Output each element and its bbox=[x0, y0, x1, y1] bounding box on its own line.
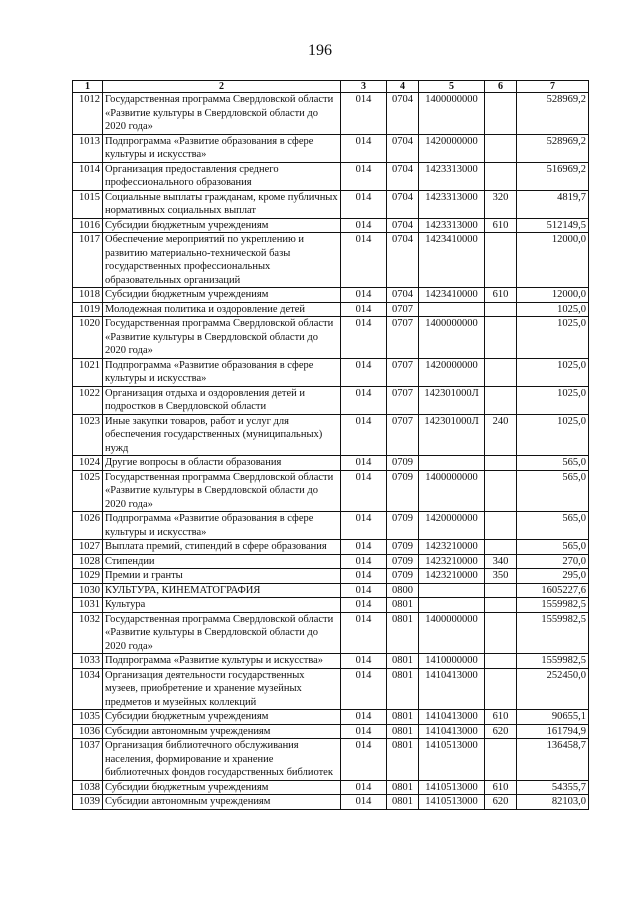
table-row bbox=[73, 162, 589, 190]
row-number-cell: 1033 bbox=[73, 654, 103, 669]
expense-type-cell bbox=[485, 302, 517, 317]
section-code-cell: 0704 bbox=[387, 93, 419, 135]
section-code-cell: 0709 bbox=[387, 569, 419, 584]
table-row bbox=[73, 710, 589, 725]
target-code-cell: 1410513000 bbox=[419, 739, 485, 781]
table-row bbox=[73, 218, 589, 233]
admin-code-cell: 014 bbox=[341, 512, 387, 540]
table-row bbox=[73, 583, 589, 598]
table-row bbox=[73, 554, 589, 569]
expense-type-cell: 340 bbox=[485, 554, 517, 569]
row-number-cell: 1029 bbox=[73, 569, 103, 584]
admin-code-cell: 014 bbox=[341, 134, 387, 162]
section-code-cell: 0801 bbox=[387, 612, 419, 654]
admin-code-cell: 014 bbox=[341, 612, 387, 654]
item-name-cell: Обеспечение мероприятий по укреплению и развитию материально-технической базы государственных профессиональных образовательных организаций bbox=[103, 233, 341, 288]
section-code-cell: 0707 bbox=[387, 302, 419, 317]
section-code-cell: 0801 bbox=[387, 654, 419, 669]
section-code-cell: 0801 bbox=[387, 710, 419, 725]
row-number-cell: 1018 bbox=[73, 288, 103, 303]
amount-cell: 1605227,6 bbox=[517, 583, 589, 598]
row-number-cell: 1032 bbox=[73, 612, 103, 654]
section-code-cell: 0709 bbox=[387, 456, 419, 471]
target-code-cell: 1423410000 bbox=[419, 233, 485, 288]
section-code-cell: 0704 bbox=[387, 218, 419, 233]
table-row bbox=[73, 233, 589, 288]
table-row bbox=[73, 654, 589, 669]
section-code-cell: 0801 bbox=[387, 724, 419, 739]
expense-type-cell: 240 bbox=[485, 414, 517, 456]
admin-code-cell: 014 bbox=[341, 470, 387, 512]
row-number-cell: 1021 bbox=[73, 358, 103, 386]
target-code-cell: 1400000000 bbox=[419, 93, 485, 135]
row-number-cell: 1023 bbox=[73, 414, 103, 456]
admin-code-cell: 014 bbox=[341, 668, 387, 710]
item-name-cell: Иные закупки товаров, работ и услуг для обеспечения государственных (муниципальных) нужд bbox=[103, 414, 341, 456]
amount-cell: 528969,2 bbox=[517, 93, 589, 135]
row-number-cell: 1037 bbox=[73, 739, 103, 781]
item-name-cell: Молодежная политика и оздоровление детей bbox=[103, 302, 341, 317]
expense-type-cell bbox=[485, 358, 517, 386]
page-number: 196 bbox=[308, 42, 332, 59]
item-name-cell: Субсидии автономным учреждениям bbox=[103, 724, 341, 739]
target-code-cell: 1400000000 bbox=[419, 470, 485, 512]
amount-cell: 54355,7 bbox=[517, 780, 589, 795]
expense-type-cell bbox=[485, 386, 517, 414]
table-row bbox=[73, 470, 589, 512]
target-code-cell: 142301000Л bbox=[419, 414, 485, 456]
expense-type-cell: 620 bbox=[485, 724, 517, 739]
expense-type-cell bbox=[485, 456, 517, 471]
row-number-cell: 1015 bbox=[73, 190, 103, 218]
amount-cell: 1025,0 bbox=[517, 386, 589, 414]
admin-code-cell: 014 bbox=[341, 724, 387, 739]
admin-code-cell: 014 bbox=[341, 569, 387, 584]
header-row bbox=[73, 81, 589, 93]
section-code-cell: 0801 bbox=[387, 668, 419, 710]
column-header-1: 1 bbox=[73, 81, 103, 93]
admin-code-cell: 014 bbox=[341, 358, 387, 386]
section-code-cell: 0709 bbox=[387, 540, 419, 555]
row-number-cell: 1031 bbox=[73, 598, 103, 613]
item-name-cell: Другие вопросы в области образования bbox=[103, 456, 341, 471]
table-row bbox=[73, 386, 589, 414]
admin-code-cell: 014 bbox=[341, 554, 387, 569]
admin-code-cell: 014 bbox=[341, 233, 387, 288]
admin-code-cell: 014 bbox=[341, 780, 387, 795]
expense-type-cell bbox=[485, 233, 517, 288]
row-number-cell: 1036 bbox=[73, 724, 103, 739]
section-code-cell: 0801 bbox=[387, 598, 419, 613]
admin-code-cell: 014 bbox=[341, 583, 387, 598]
amount-cell: 82103,0 bbox=[517, 795, 589, 810]
expense-type-cell: 610 bbox=[485, 288, 517, 303]
amount-cell: 136458,7 bbox=[517, 739, 589, 781]
item-name-cell: Субсидии бюджетным учреждениям bbox=[103, 710, 341, 725]
expense-type-cell: 610 bbox=[485, 710, 517, 725]
target-code-cell: 1400000000 bbox=[419, 317, 485, 359]
table-row bbox=[73, 358, 589, 386]
target-code-cell: 1420000000 bbox=[419, 358, 485, 386]
item-name-cell: Выплата премий, стипендий в сфере образования bbox=[103, 540, 341, 555]
row-number-cell: 1016 bbox=[73, 218, 103, 233]
expense-type-cell bbox=[485, 512, 517, 540]
target-code-cell: 1410000000 bbox=[419, 654, 485, 669]
budget-table bbox=[72, 80, 589, 810]
row-number-cell: 1028 bbox=[73, 554, 103, 569]
row-number-cell: 1024 bbox=[73, 456, 103, 471]
target-code-cell: 1410513000 bbox=[419, 780, 485, 795]
expense-type-cell bbox=[485, 540, 517, 555]
amount-cell: 565,0 bbox=[517, 470, 589, 512]
row-number-cell: 1035 bbox=[73, 710, 103, 725]
target-code-cell: 1410413000 bbox=[419, 710, 485, 725]
target-code-cell: 1423313000 bbox=[419, 162, 485, 190]
column-header-5: 5 bbox=[419, 81, 485, 93]
expense-type-cell bbox=[485, 668, 517, 710]
admin-code-cell: 014 bbox=[341, 540, 387, 555]
section-code-cell: 0801 bbox=[387, 739, 419, 781]
amount-cell: 1025,0 bbox=[517, 358, 589, 386]
table-row bbox=[73, 569, 589, 584]
admin-code-cell: 014 bbox=[341, 302, 387, 317]
item-name-cell: Организация библиотечного обслуживания населения, формирование и хранение библиотечных фондов государственных библиотек bbox=[103, 739, 341, 781]
admin-code-cell: 014 bbox=[341, 218, 387, 233]
amount-cell: 1025,0 bbox=[517, 317, 589, 359]
table-body bbox=[73, 93, 589, 810]
target-code-cell bbox=[419, 598, 485, 613]
item-name-cell: Организация отдыха и оздоровления детей и подростков в Свердловской области bbox=[103, 386, 341, 414]
item-name-cell: Премии и гранты bbox=[103, 569, 341, 584]
target-code-cell: 1423313000 bbox=[419, 190, 485, 218]
expense-type-cell: 320 bbox=[485, 190, 517, 218]
target-code-cell: 142301000Л bbox=[419, 386, 485, 414]
table-row bbox=[73, 739, 589, 781]
item-name-cell: Субсидии бюджетным учреждениям bbox=[103, 288, 341, 303]
section-code-cell: 0707 bbox=[387, 386, 419, 414]
row-number-cell: 1014 bbox=[73, 162, 103, 190]
item-name-cell: Субсидии автономным учреждениям bbox=[103, 795, 341, 810]
section-code-cell: 0801 bbox=[387, 780, 419, 795]
column-header-7: 7 bbox=[517, 81, 589, 93]
table-row bbox=[73, 414, 589, 456]
table-row bbox=[73, 302, 589, 317]
admin-code-cell: 014 bbox=[341, 795, 387, 810]
admin-code-cell: 014 bbox=[341, 162, 387, 190]
section-code-cell: 0704 bbox=[387, 162, 419, 190]
item-name-cell: Социальные выплаты гражданам, кроме публичных нормативных социальных выплат bbox=[103, 190, 341, 218]
item-name-cell: Государственная программа Свердловской области «Развитие культуры в Свердловской области до 2020 года» bbox=[103, 93, 341, 135]
table-row bbox=[73, 795, 589, 810]
admin-code-cell: 014 bbox=[341, 456, 387, 471]
table-row bbox=[73, 190, 589, 218]
admin-code-cell: 014 bbox=[341, 317, 387, 359]
admin-code-cell: 014 bbox=[341, 739, 387, 781]
amount-cell: 512149,5 bbox=[517, 218, 589, 233]
table-row bbox=[73, 724, 589, 739]
section-code-cell: 0709 bbox=[387, 512, 419, 540]
section-code-cell: 0704 bbox=[387, 134, 419, 162]
row-number-cell: 1019 bbox=[73, 302, 103, 317]
admin-code-cell: 014 bbox=[341, 386, 387, 414]
target-code-cell: 1420000000 bbox=[419, 134, 485, 162]
item-name-cell: Государственная программа Свердловской области «Развитие культуры в Свердловской области до 2020 года» bbox=[103, 317, 341, 359]
admin-code-cell: 014 bbox=[341, 93, 387, 135]
item-name-cell: Подпрограмма «Развитие культуры и искусства» bbox=[103, 654, 341, 669]
section-code-cell: 0800 bbox=[387, 583, 419, 598]
expense-type-cell bbox=[485, 162, 517, 190]
amount-cell: 12000,0 bbox=[517, 233, 589, 288]
item-name-cell: Культура bbox=[103, 598, 341, 613]
row-number-cell: 1012 bbox=[73, 93, 103, 135]
target-code-cell: 1410413000 bbox=[419, 668, 485, 710]
table-row bbox=[73, 288, 589, 303]
item-name-cell: Государственная программа Свердловской области «Развитие культуры в Свердловской области до 2020 года» bbox=[103, 470, 341, 512]
section-code-cell: 0704 bbox=[387, 233, 419, 288]
expense-type-cell: 610 bbox=[485, 218, 517, 233]
admin-code-cell: 014 bbox=[341, 654, 387, 669]
item-name-cell: КУЛЬТУРА, КИНЕМАТОГРАФИЯ bbox=[103, 583, 341, 598]
row-number-cell: 1013 bbox=[73, 134, 103, 162]
table-row bbox=[73, 512, 589, 540]
amount-cell: 270,0 bbox=[517, 554, 589, 569]
amount-cell: 565,0 bbox=[517, 456, 589, 471]
row-number-cell: 1034 bbox=[73, 668, 103, 710]
target-code-cell: 1423313000 bbox=[419, 218, 485, 233]
expense-type-cell bbox=[485, 654, 517, 669]
section-code-cell: 0704 bbox=[387, 288, 419, 303]
column-header-4: 4 bbox=[387, 81, 419, 93]
target-code-cell bbox=[419, 583, 485, 598]
amount-cell: 295,0 bbox=[517, 569, 589, 584]
admin-code-cell: 014 bbox=[341, 598, 387, 613]
item-name-cell: Государственная программа Свердловской области «Развитие культуры в Свердловской области до 2020 года» bbox=[103, 612, 341, 654]
target-code-cell: 1423210000 bbox=[419, 540, 485, 555]
amount-cell: 161794,9 bbox=[517, 724, 589, 739]
table-row bbox=[73, 134, 589, 162]
table-row bbox=[73, 780, 589, 795]
table-row bbox=[73, 540, 589, 555]
admin-code-cell: 014 bbox=[341, 710, 387, 725]
expense-type-cell bbox=[485, 317, 517, 359]
row-number-cell: 1039 bbox=[73, 795, 103, 810]
amount-cell: 90655,1 bbox=[517, 710, 589, 725]
target-code-cell: 1423410000 bbox=[419, 288, 485, 303]
amount-cell: 4819,7 bbox=[517, 190, 589, 218]
row-number-cell: 1017 bbox=[73, 233, 103, 288]
item-name-cell: Стипендии bbox=[103, 554, 341, 569]
amount-cell: 1025,0 bbox=[517, 414, 589, 456]
item-name-cell: Субсидии бюджетным учреждениям bbox=[103, 780, 341, 795]
admin-code-cell: 014 bbox=[341, 414, 387, 456]
item-name-cell: Подпрограмма «Развитие образования в сфере культуры и искусства» bbox=[103, 134, 341, 162]
item-name-cell: Организация деятельности государственных музеев, приобретение и хранение музейных предметов и музейных коллекций bbox=[103, 668, 341, 710]
target-code-cell: 1423210000 bbox=[419, 554, 485, 569]
column-header-3: 3 bbox=[341, 81, 387, 93]
section-code-cell: 0707 bbox=[387, 317, 419, 359]
amount-cell: 1559982,5 bbox=[517, 654, 589, 669]
column-header-2: 2 bbox=[103, 81, 341, 93]
amount-cell: 1559982,5 bbox=[517, 598, 589, 613]
table-row bbox=[73, 456, 589, 471]
amount-cell: 1559982,5 bbox=[517, 612, 589, 654]
expense-type-cell bbox=[485, 134, 517, 162]
section-code-cell: 0704 bbox=[387, 190, 419, 218]
section-code-cell: 0709 bbox=[387, 554, 419, 569]
column-header-6: 6 bbox=[485, 81, 517, 93]
amount-cell: 565,0 bbox=[517, 512, 589, 540]
expense-type-cell bbox=[485, 739, 517, 781]
row-number-cell: 1038 bbox=[73, 780, 103, 795]
section-code-cell: 0707 bbox=[387, 358, 419, 386]
target-code-cell: 1410513000 bbox=[419, 795, 485, 810]
section-code-cell: 0801 bbox=[387, 795, 419, 810]
expense-type-cell bbox=[485, 583, 517, 598]
table-row bbox=[73, 93, 589, 135]
target-code-cell bbox=[419, 302, 485, 317]
target-code-cell bbox=[419, 456, 485, 471]
section-code-cell: 0709 bbox=[387, 470, 419, 512]
amount-cell: 12000,0 bbox=[517, 288, 589, 303]
amount-cell: 252450,0 bbox=[517, 668, 589, 710]
expense-type-cell: 620 bbox=[485, 795, 517, 810]
table-row bbox=[73, 668, 589, 710]
admin-code-cell: 014 bbox=[341, 288, 387, 303]
target-code-cell: 1420000000 bbox=[419, 512, 485, 540]
expense-type-cell: 350 bbox=[485, 569, 517, 584]
row-number-cell: 1020 bbox=[73, 317, 103, 359]
item-name-cell: Организация предоставления среднего профессионального образования bbox=[103, 162, 341, 190]
item-name-cell: Подпрограмма «Развитие образования в сфере культуры и искусства» bbox=[103, 358, 341, 386]
table-row bbox=[73, 612, 589, 654]
row-number-cell: 1030 bbox=[73, 583, 103, 598]
item-name-cell: Субсидии бюджетным учреждениям bbox=[103, 218, 341, 233]
expense-type-cell bbox=[485, 598, 517, 613]
amount-cell: 565,0 bbox=[517, 540, 589, 555]
row-number-cell: 1022 bbox=[73, 386, 103, 414]
expense-type-cell bbox=[485, 470, 517, 512]
expense-type-cell: 610 bbox=[485, 780, 517, 795]
expense-type-cell bbox=[485, 93, 517, 135]
section-code-cell: 0707 bbox=[387, 414, 419, 456]
target-code-cell: 1400000000 bbox=[419, 612, 485, 654]
expense-type-cell bbox=[485, 612, 517, 654]
row-number-cell: 1027 bbox=[73, 540, 103, 555]
row-number-cell: 1026 bbox=[73, 512, 103, 540]
amount-cell: 528969,2 bbox=[517, 134, 589, 162]
admin-code-cell: 014 bbox=[341, 190, 387, 218]
item-name-cell: Подпрограмма «Развитие образования в сфере культуры и искусства» bbox=[103, 512, 341, 540]
target-code-cell: 1410413000 bbox=[419, 724, 485, 739]
target-code-cell: 1423210000 bbox=[419, 569, 485, 584]
amount-cell: 1025,0 bbox=[517, 302, 589, 317]
table-row bbox=[73, 598, 589, 613]
table-row bbox=[73, 317, 589, 359]
row-number-cell: 1025 bbox=[73, 470, 103, 512]
amount-cell: 516969,2 bbox=[517, 162, 589, 190]
